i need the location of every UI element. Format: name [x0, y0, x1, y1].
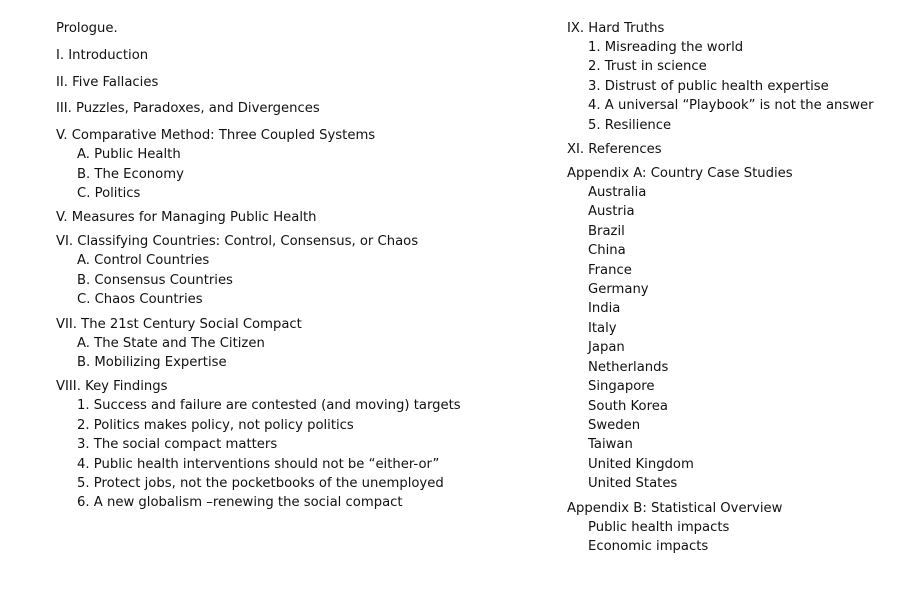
- toc-item: A. The State and The Citizen: [77, 335, 265, 351]
- toc-item: 3. Distrust of public health expertise: [588, 78, 829, 94]
- toc-section-measures: [56, 208, 516, 227]
- toc-item: 1. Success and failure are contested (and moving) targets: [77, 398, 461, 414]
- toc-heading: VII. The 21st Century Social Compact: [56, 316, 302, 332]
- toc-heading: VIII. Key Findings: [56, 379, 168, 395]
- toc-section-puzzles: [56, 99, 516, 118]
- toc-item: Public health impacts: [588, 519, 730, 535]
- toc-section-references: [567, 140, 912, 159]
- toc-item: C. Politics: [77, 186, 141, 201]
- toc-item: China: [588, 243, 626, 259]
- toc-item: B. Mobilizing Expertise: [77, 355, 227, 371]
- toc-right-column: [567, 19, 912, 556]
- toc-section-appendix-b: [567, 499, 912, 557]
- toc-heading: VI. Classifying Countries: Control, Consensus, or Chaos: [56, 234, 419, 250]
- toc-section-five-fallacies: [56, 73, 516, 92]
- toc-item: Taiwan: [588, 437, 633, 453]
- toc-item: Netherlands: [588, 359, 669, 375]
- toc-item: B. The Economy: [77, 166, 184, 182]
- toc-item: A. Public Health: [77, 147, 181, 163]
- toc-item: Italy: [588, 320, 617, 336]
- toc-item: Germany: [588, 282, 649, 298]
- toc-heading: Prologue.: [56, 21, 118, 36]
- toc-item: 6. A new globalism –renewing the social compact: [77, 495, 403, 511]
- toc-item: United Kingdom: [588, 456, 694, 472]
- toc-item: 5. Protect jobs, not the pocketbooks of the unemployed: [77, 476, 444, 492]
- toc-section-introduction: [56, 46, 516, 65]
- toc-section-prologue: [56, 19, 516, 38]
- toc-item: A. Control Countries: [77, 253, 210, 269]
- toc-item: Japan: [588, 340, 625, 356]
- toc-heading: XI. References: [567, 142, 662, 158]
- toc-item: 1. Misreading the world: [588, 40, 744, 55]
- toc-item: Singapore: [588, 379, 655, 395]
- toc-item: 2. Politics makes policy, not policy politics: [77, 417, 354, 433]
- toc-heading: II. Five Fallacies: [56, 74, 159, 90]
- toc-heading: IX. Hard Truths: [567, 21, 665, 36]
- toc-item: B. Consensus Countries: [77, 272, 233, 288]
- toc-item: Austria: [588, 204, 635, 220]
- toc-heading: III. Puzzles, Paradoxes, and Divergences: [56, 101, 320, 117]
- toc-section-social-compact: [56, 315, 516, 373]
- toc-item: 4. A universal “Playbook” is not the answer: [588, 98, 874, 114]
- toc-heading: Appendix B: Statistical Overview: [567, 500, 783, 516]
- toc-section-key-findings: [56, 377, 516, 512]
- toc-item: Brazil: [588, 223, 625, 239]
- toc-left-column: [56, 19, 516, 513]
- toc-item: 2. Trust in science: [588, 59, 707, 75]
- toc-item: 5. Resilience: [588, 117, 672, 133]
- toc-heading: V. Comparative Method: Three Coupled Systems: [56, 128, 376, 144]
- toc-item: France: [588, 262, 632, 278]
- toc-section-appendix-a: [567, 164, 912, 494]
- toc-item: 3. The social compact matters: [77, 437, 278, 453]
- toc-item: 4. Public health interventions should not be “either-or”: [77, 456, 440, 472]
- toc-section-hard-truths: [567, 19, 912, 135]
- toc-section-classifying-countries: [56, 232, 516, 309]
- toc-heading: V. Measures for Managing Public Health: [56, 210, 317, 226]
- toc-section-comparative-method: [56, 126, 516, 203]
- toc-item: South Korea: [588, 398, 668, 414]
- toc-heading: I. Introduction: [56, 47, 149, 63]
- toc-item: Australia: [588, 185, 647, 201]
- toc-item: C. Chaos Countries: [77, 292, 203, 308]
- toc-item: United States: [588, 476, 678, 492]
- toc-heading: Appendix A: Country Case Studies: [567, 166, 793, 182]
- toc-item: Economic impacts: [588, 538, 709, 554]
- toc-item: India: [588, 301, 621, 317]
- toc-item: Sweden: [588, 417, 641, 433]
